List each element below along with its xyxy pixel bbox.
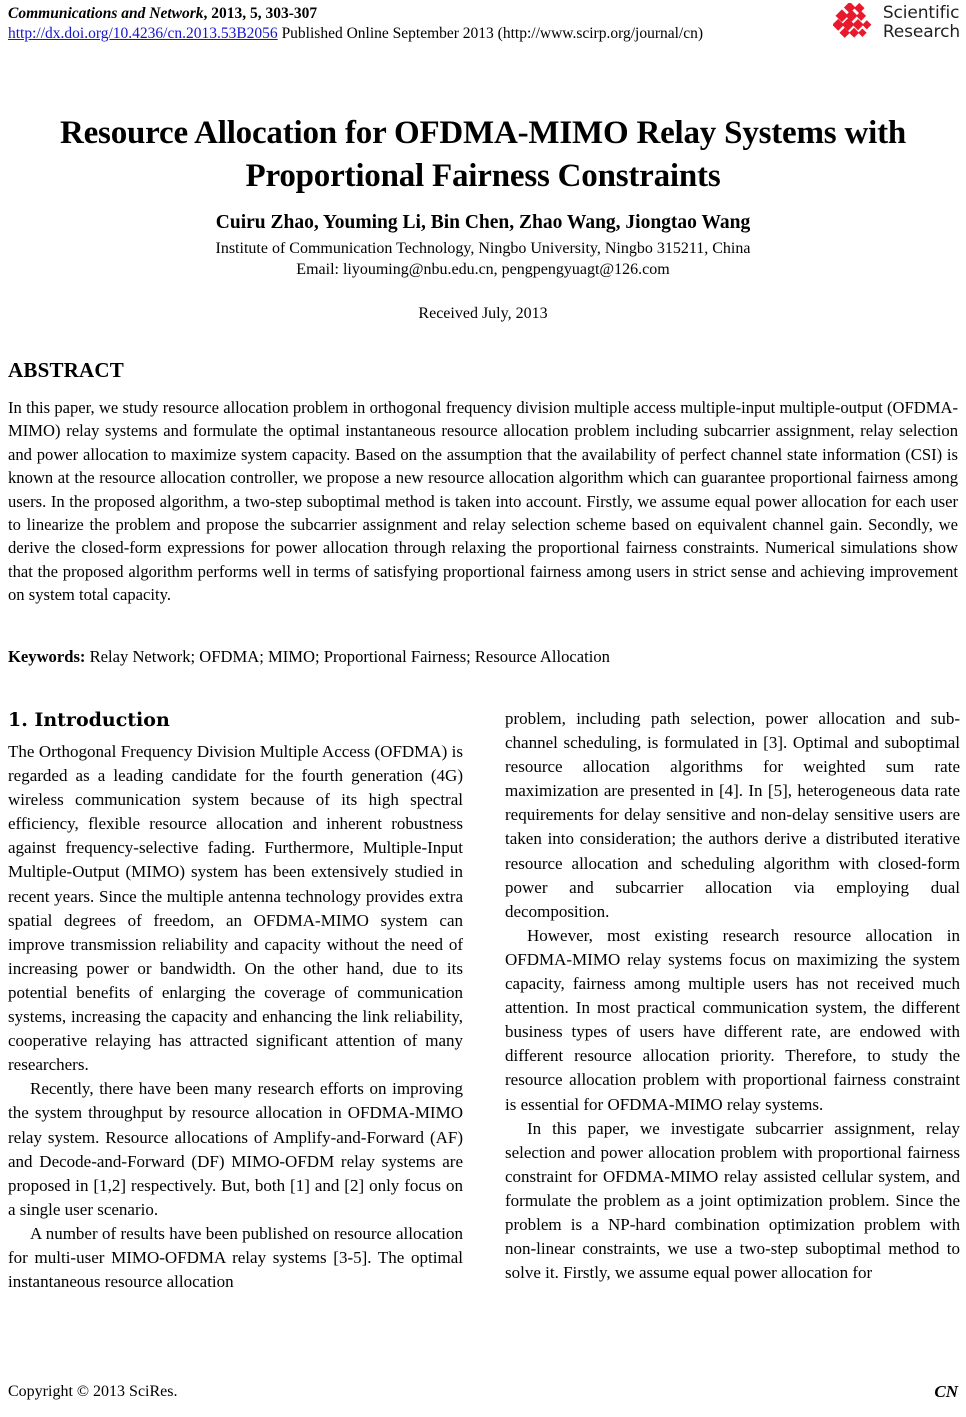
body-columns (8, 707, 960, 1337)
paragraph: In this paper, we investigate subcarrier assignment, relay selection and power allocation problem with proportional fairness constraint for OFDMA-MIMO relay assisted cellular system, and formulate the problem as a joint optimization problem. Since the problem is a NP-hard combination optimization problem with non-linear constraints, we use a two-step suboptimal method to solve it. Firstly, we assume equal power allocation for (505, 1118, 960, 1283)
doi-and-publication-line (8, 24, 838, 43)
journal-issue-info: , 2013, 5, 303-307 (203, 5, 318, 22)
abstract-text: In this paper, we study resource allocation problem in orthogonal frequency division multiple access multiple-input multiple-output (OFDMA-MIMO) relay systems and formulate the optimal instantaneous resource allocation problem including subcarrier assignment, relay selection and power allocation to maximize system capacity. Based on the assumption that the availability of perfect channel state information (CSI) is known at the resource allocation controller, we propose a new resource allocation algorithm which can guarantee proportional fairness among users. In the proposed algorithm, a two-step suboptimal method is taken into account. Firstly, we assume equal power allocation for each user to linearize the problem and propose the subcarrier assignment and relay selection scheme based on equivalent channel gain. Secondly, we derive the closed-form expressions for power allocation through relaxing the proportional fairness constraints. Numerical simulations show that the proposed algorithm performs well in terms of satisfying proportional fairness among users in strict sense and achieving improvement on system total capacity. (8, 398, 958, 605)
abstract-heading: ABSTRACT (8, 358, 124, 382)
journal-name: Communications and Network (8, 5, 204, 22)
doi-link[interactable]: http://dx.doi.org/10.4236/cn.2013.53B2056 (8, 25, 278, 42)
author-names: Cuiru Zhao, Youming Li, Bin Chen, Zhao Wang, Jiongtao Wang (215, 212, 751, 233)
running-head (8, 4, 838, 43)
copyright-notice: Copyright © 2013 SciRes. (8, 1383, 178, 1400)
paragraph: The Orthogonal Frequency Division Multiple Access (OFDMA) is regarded as a leading candidate for the fourth generation (4G) wireless communication system because of its high spectral efficiency, flexible resource allocation and inherent robustness against frequency-selective fading. Furthermore, Multiple-Input Multiple-Output (MIMO) system has been extensively studied in recent years. Since the multiple antenna technology provides extra spatial degrees of freedom, an OFDMA-MIMO system can improve transmission reliability and capacity without the need of increasing power or bandwidth. On the other hand, due to its potential benefits of enlarging the coverage of communication systems, increasing the capacity and enhancing the link reliability, cooperative relaying has attracted significant attention of many researchers. (8, 742, 463, 1075)
paragraph: problem, including path selection, power allocation and sub-channel scheduling, is formulated in [3]. Optimal and suboptimal resource allocation algorithms for weighted sum rate maximization are presented in [4]. In [5], heterogeneous data rate requirements for delay sensitive and non-delay sensitive users are taken into consideration; the authors derive a distributed iterative resource allocation and scheduling algorithm with closed-form power and subcarrier allocation via employing dual decomposition. (505, 709, 960, 921)
body-column-right (505, 707, 960, 1337)
body-column-left (8, 707, 463, 1337)
publication-info: Published Online September 2013 (http://www.scirp.org/journal/cn) (277, 25, 704, 42)
paper-title: Resource Allocation for OFDMA-MIMO Relay Systems with Proportional Fairness Constraints (59, 115, 907, 195)
publisher-logo-block (833, 3, 960, 43)
received-date: Received July, 2013 (418, 305, 548, 322)
paragraph: However, most existing research resource allocation in OFDMA-MIMO relay systems focus on maximizing the system capacity, fairness among multiple users has not received much attention. In most practical communication system, the different business types of users have different rate, are endowed with different resource allocation priority. Therefore, to study the resource allocation problem with proportional fairness constraint is essential for OFDMA-MIMO relay systems. (505, 925, 960, 1114)
journal-citation-line (8, 4, 838, 23)
section-heading-introduction: 1. Introduction (8, 709, 170, 731)
publisher-name-line1: Scientific (882, 3, 960, 23)
keywords-line (8, 645, 958, 668)
author-block (40, 210, 926, 280)
scientific-research-diamond-logo-icon (833, 3, 877, 43)
author-email: Email: liyouming@nbu.edu.cn, pengpengyuagt@126.com (296, 261, 670, 278)
page-footer (8, 1381, 958, 1403)
keywords-text: Relay Network; OFDMA; MIMO; Proportional Fairness; Resource Allocation (85, 647, 610, 666)
paragraph: A number of results have been published on resource allocation for multi-user MIMO-OFDMA relay systems [3-5]. The optimal instantaneous resource allocation (8, 1223, 463, 1292)
author-affiliation: Institute of Communication Technology, Ningbo University, Ningbo 315211, China (215, 240, 751, 257)
publisher-name-line2: Research (882, 22, 960, 42)
paragraph: Recently, there have been many research efforts on improving the system throughput by resource allocation in OFDMA-MIMO relay system. Resource allocations of Amplify-and-Forward (AF) and Decode-and-Forward (DF) MIMO-OFDM relay systems are proposed in [1,2] respectively. But, both [1] and [2] only focus on a single user scenario. (8, 1079, 463, 1219)
journal-abbreviation: CN (934, 1382, 958, 1401)
publisher-name (883, 4, 960, 42)
keywords-label: Keywords: (8, 647, 86, 666)
